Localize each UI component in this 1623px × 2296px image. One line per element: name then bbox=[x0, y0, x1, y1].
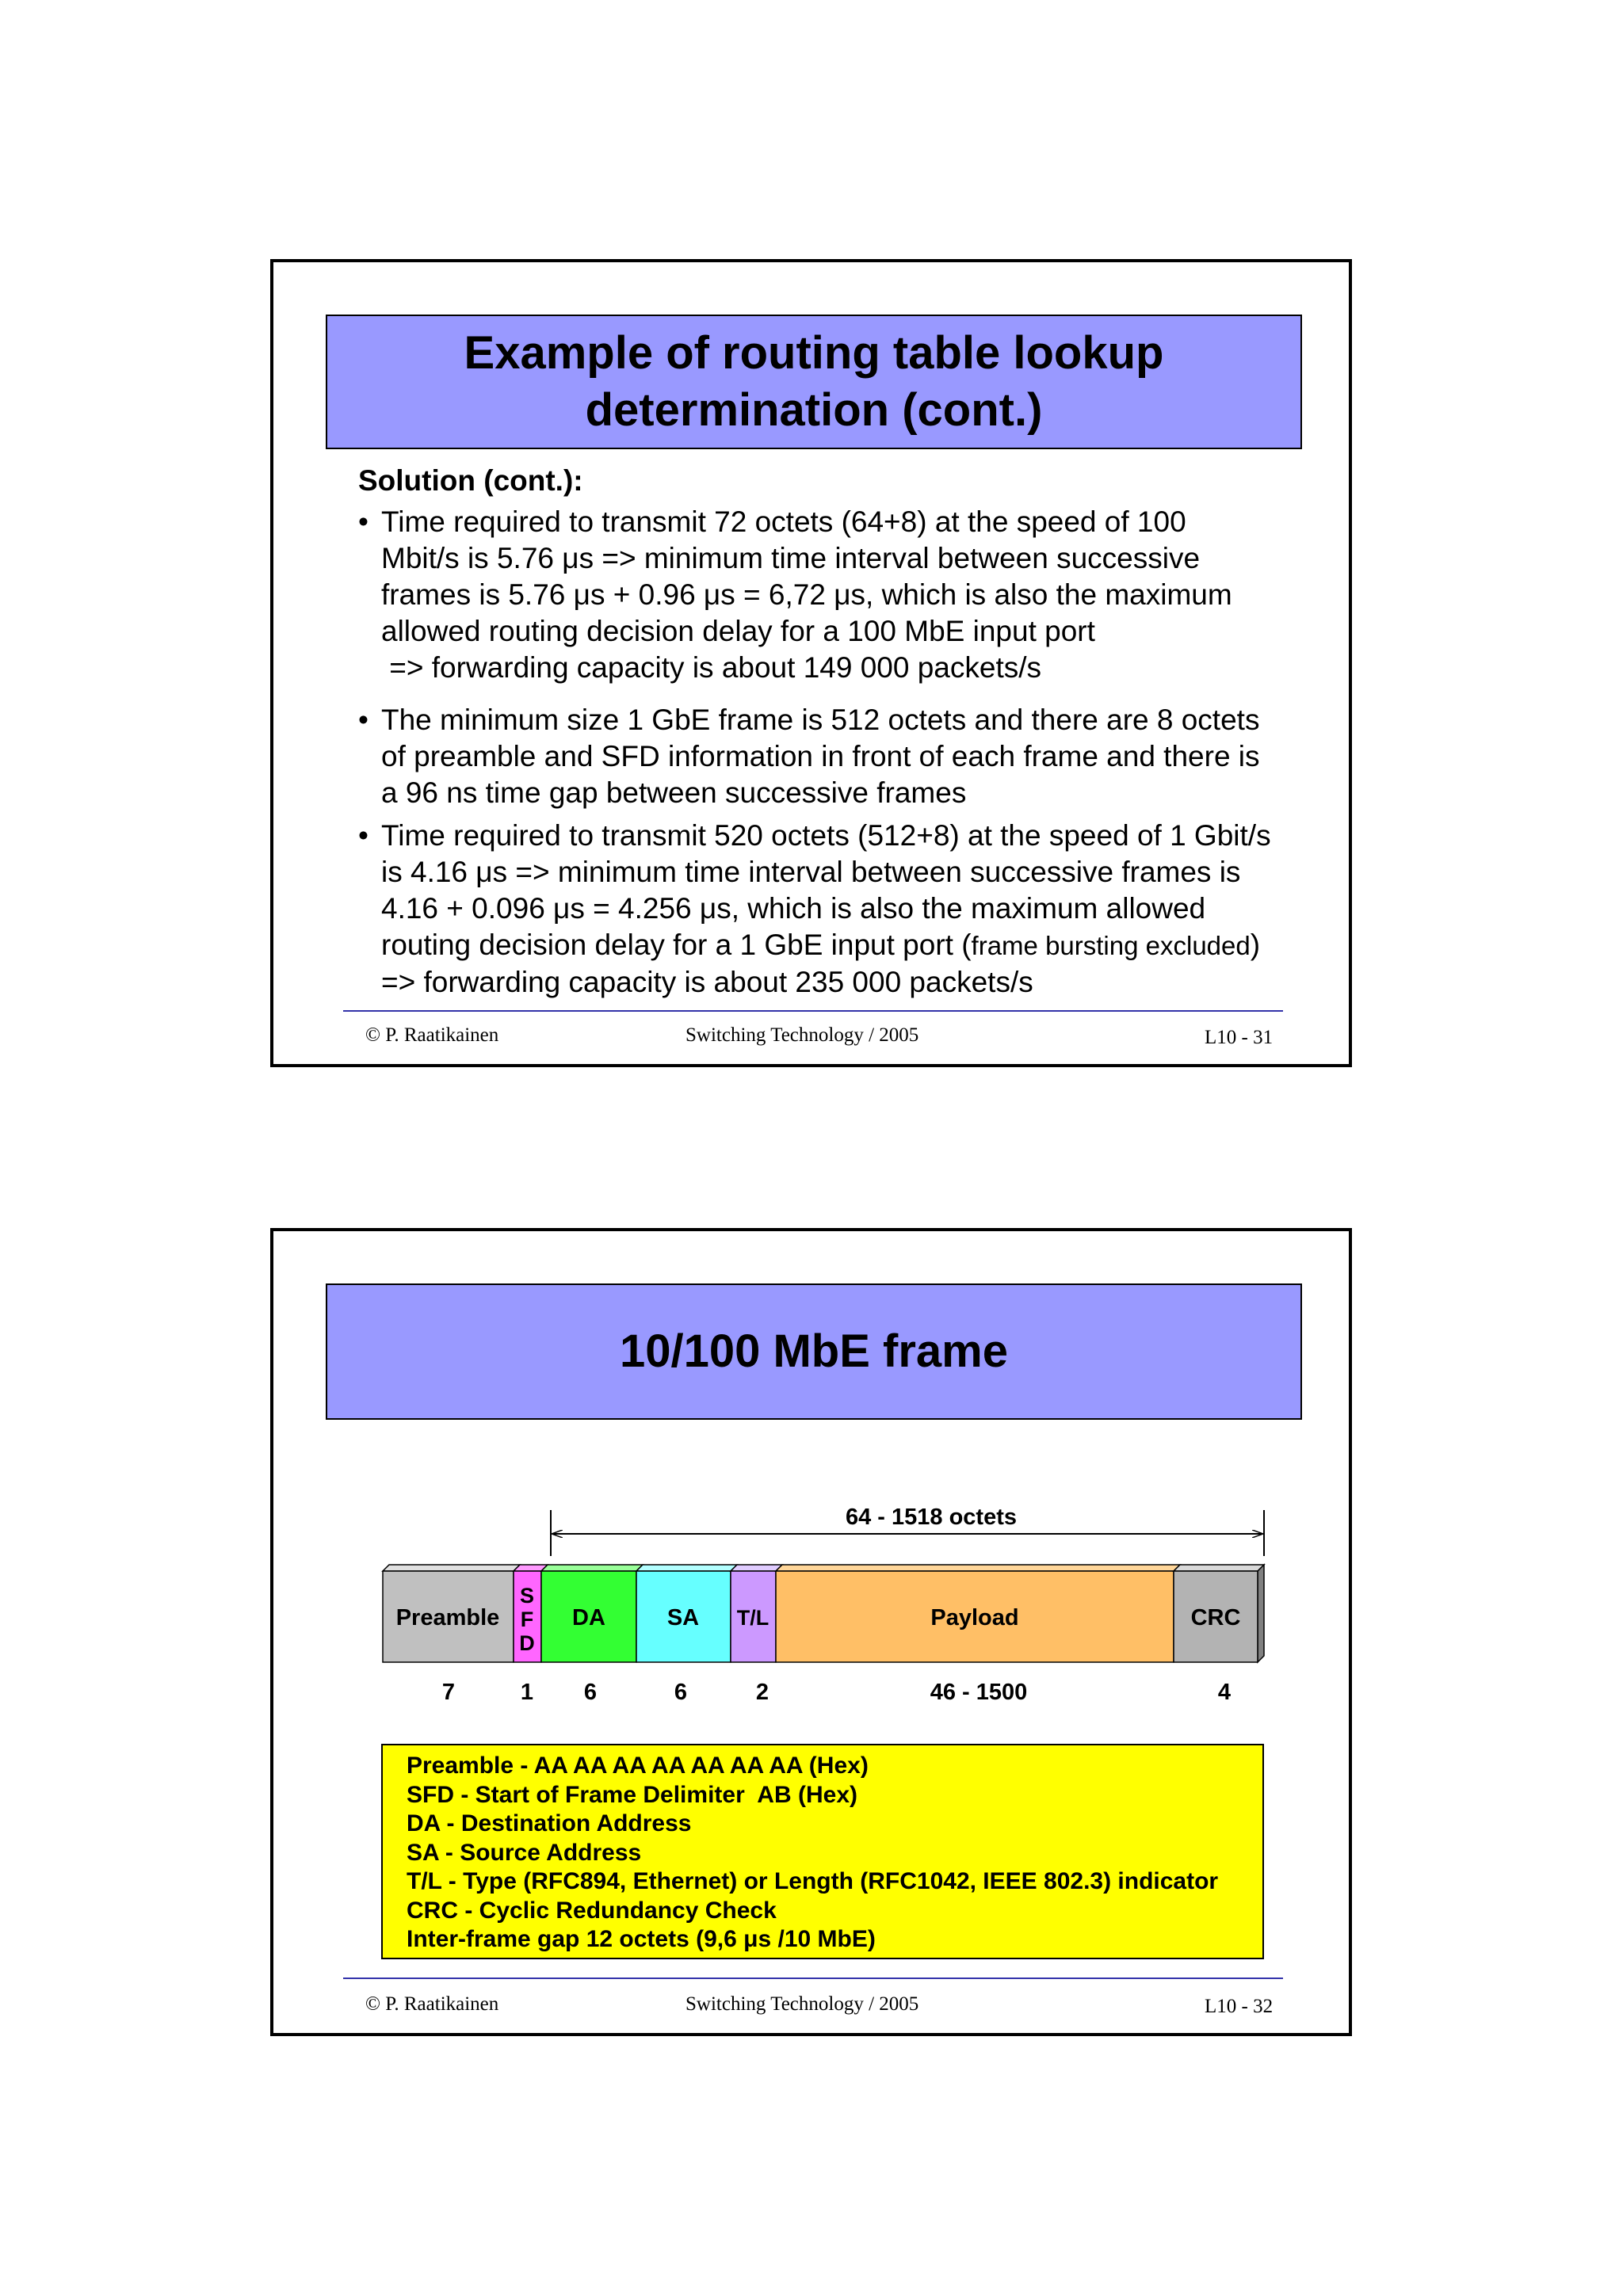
size-preamble: 7 bbox=[441, 1680, 456, 1705]
field-label: Preamble bbox=[395, 1605, 500, 1630]
bullet-line: is 4.16 μs => minimum time interval between successive frames is bbox=[381, 856, 1241, 888]
bullet-line: • The minimum size 1 GbE frame is 512 octets and there are 8 octets bbox=[381, 704, 1260, 736]
legend-item: Inter-frame gap 12 octets (9,6 μs /10 MbE) bbox=[407, 1926, 876, 1952]
field-preamble bbox=[383, 1565, 520, 1662]
bullet-line: of preamble and SFD information in front of each frame and there is bbox=[381, 740, 1260, 772]
field-da bbox=[541, 1565, 643, 1662]
bullet-line: • Time required to transmit 72 octets (64+8) at the speed of 100 bbox=[381, 505, 1186, 538]
footer-page-number: L10 - 31 bbox=[1205, 1027, 1274, 1048]
field-label: CRC bbox=[1190, 1605, 1241, 1630]
field-payload bbox=[776, 1565, 1180, 1662]
legend-item: Preamble - AA AA AA AA AA AA AA (Hex) bbox=[407, 1753, 869, 1779]
footer-rule bbox=[343, 1010, 1283, 1012]
field-label: DA bbox=[572, 1605, 605, 1630]
field-sa bbox=[636, 1565, 737, 1662]
slide-routing-lookup bbox=[270, 259, 1352, 1067]
bullet-line: allowed routing decision delay for a 100 MbE input port bbox=[381, 615, 1095, 647]
legend-item: CRC - Cyclic Redundancy Check bbox=[407, 1897, 777, 1924]
bullet-line-end: ) bbox=[1250, 929, 1261, 961]
bullet-line: 4.16 + 0.096 μs = 4.256 μs, which is also the maximum allowed bbox=[381, 892, 1206, 925]
bullet-gbe-timing bbox=[358, 818, 1325, 1001]
legend-item: DA - Destination Address bbox=[407, 1810, 692, 1836]
footer-page-number: L10 - 32 bbox=[1205, 1996, 1274, 2017]
legend-item: SFD - Start of Frame Delimiter AB (Hex) bbox=[407, 1781, 857, 1808]
frame-fields bbox=[383, 1565, 1264, 1662]
size-da: 6 bbox=[583, 1680, 598, 1705]
bullet-line: => forwarding capacity is about 149 000 packets/s bbox=[381, 651, 1042, 684]
title-line-1: Example of routing table lookup bbox=[464, 327, 1164, 379]
title-text: 10/100 MbE frame bbox=[619, 1325, 1009, 1377]
field-crc bbox=[1174, 1565, 1264, 1662]
title-line-2: determination (cont.) bbox=[585, 384, 1043, 436]
sfd-letter-f: F bbox=[520, 1608, 534, 1631]
footer-author: © P. Raatikainen bbox=[365, 1024, 499, 1046]
field-tl bbox=[731, 1565, 782, 1662]
footer-course: Switching Technology / 2005 bbox=[685, 1993, 919, 2015]
bullet-line-main: routing decision delay for a 1 GbE input port ( bbox=[381, 929, 972, 961]
frame-legend bbox=[381, 1744, 1264, 1959]
field-sizes bbox=[442, 1680, 1231, 1705]
bullet-100mbe bbox=[358, 504, 1325, 686]
solution-heading: Solution (cont.): bbox=[358, 464, 583, 497]
bullet-gbe-size bbox=[358, 702, 1325, 811]
bullet-line: => forwarding capacity is about 235 000 packets/s bbox=[381, 966, 1033, 998]
size-sfd: 1 bbox=[520, 1680, 534, 1705]
slide-body bbox=[358, 463, 1325, 1016]
bullet-line-with-note bbox=[381, 927, 1325, 964]
footer-rule bbox=[343, 1978, 1283, 1979]
bullet-line: a 96 ns time gap between successive frames bbox=[381, 776, 967, 809]
size-payload: 46 - 1500 bbox=[930, 1680, 1028, 1705]
sfd-letter-d: D bbox=[519, 1631, 535, 1655]
slide-title bbox=[326, 315, 1302, 449]
sfd-letter-s: S bbox=[519, 1584, 535, 1608]
bullet-line: Mbit/s is 5.76 μs => minimum time interval between successive bbox=[381, 542, 1201, 574]
slide-mbe-frame bbox=[270, 1228, 1352, 2036]
span-label: 64 - 1518 octets bbox=[845, 1505, 1018, 1530]
legend-item: T/L - Type (RFC894, Ethernet) or Length (RFC1042, IEEE 802.3) indicator bbox=[407, 1868, 1219, 1894]
bullet-line: • Time required to transmit 520 octets (512+8) at the speed of 1 Gbit/s bbox=[381, 819, 1271, 852]
bullet-note: frame bursting excluded bbox=[971, 931, 1251, 960]
field-label: T/L bbox=[736, 1606, 769, 1630]
field-label: SA bbox=[666, 1605, 700, 1630]
footer-course: Switching Technology / 2005 bbox=[685, 1024, 919, 1046]
legend-item: SA - Source Address bbox=[407, 1839, 642, 1866]
size-crc: 4 bbox=[1217, 1680, 1232, 1705]
footer-author: © P. Raatikainen bbox=[365, 1993, 499, 2015]
bullet-line: frames is 5.76 μs + 0.96 μs = 6,72 μs, which is also the maximum bbox=[381, 578, 1232, 611]
size-tl: 2 bbox=[755, 1680, 769, 1705]
size-sa: 6 bbox=[674, 1680, 688, 1705]
field-label: Payload bbox=[930, 1605, 1019, 1630]
